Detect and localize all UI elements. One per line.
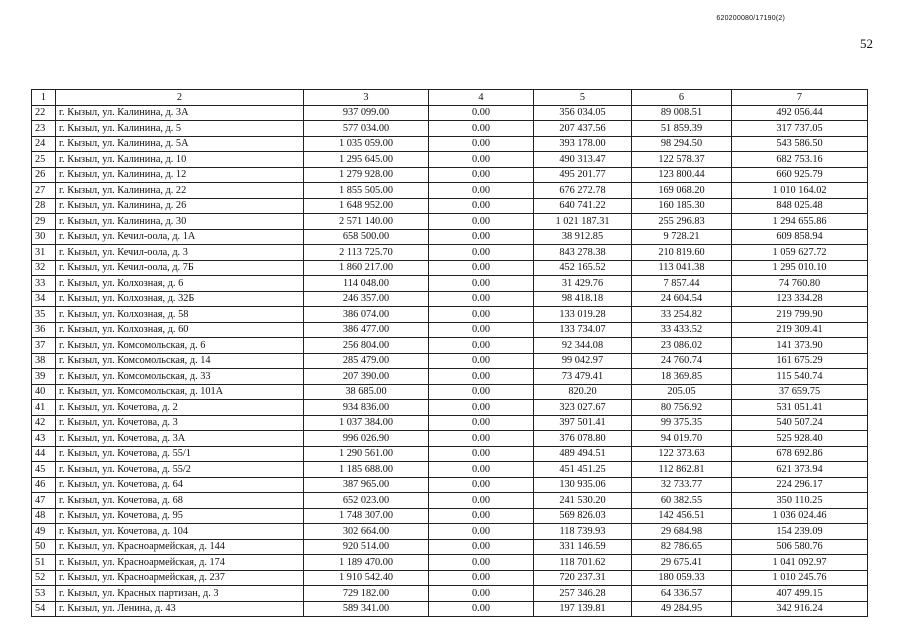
row-number-cell: 47 bbox=[32, 493, 56, 509]
amount-cell: 820.20 bbox=[534, 384, 632, 400]
amount-cell: 33 254.82 bbox=[632, 307, 732, 323]
table-body bbox=[32, 105, 868, 617]
amount-cell: 23 086.02 bbox=[632, 338, 732, 354]
amount-cell: 0.00 bbox=[429, 524, 534, 540]
amount-cell: 376 078.80 bbox=[534, 431, 632, 447]
amount-cell: 302 664.00 bbox=[304, 524, 429, 540]
row-number-cell: 40 bbox=[32, 384, 56, 400]
column-header: 1 bbox=[32, 90, 56, 106]
amount-cell: 393 178.00 bbox=[534, 136, 632, 152]
amount-cell: 1 185 688.00 bbox=[304, 462, 429, 478]
amount-cell: 397 501.41 bbox=[534, 415, 632, 431]
amount-cell: 118 739.93 bbox=[534, 524, 632, 540]
amount-cell: 490 313.47 bbox=[534, 152, 632, 168]
amount-cell: 133 734.07 bbox=[534, 322, 632, 338]
amount-cell: 937 099.00 bbox=[304, 105, 429, 121]
table-row bbox=[32, 183, 868, 199]
amount-cell: 660 925.79 bbox=[732, 167, 868, 183]
amount-cell: 241 530.20 bbox=[534, 493, 632, 509]
table-row bbox=[32, 198, 868, 214]
amount-cell: 569 826.03 bbox=[534, 508, 632, 524]
row-number-cell: 39 bbox=[32, 369, 56, 385]
table-row bbox=[32, 384, 868, 400]
amount-cell: 492 056.44 bbox=[732, 105, 868, 121]
amount-cell: 678 692.86 bbox=[732, 446, 868, 462]
amount-cell: 0.00 bbox=[429, 446, 534, 462]
row-number-cell: 27 bbox=[32, 183, 56, 199]
amount-cell: 0.00 bbox=[429, 415, 534, 431]
amount-cell: 0.00 bbox=[429, 136, 534, 152]
address-cell: г. Кызыл, ул. Кочетова, д. 55/1 bbox=[56, 446, 304, 462]
amount-cell: 0.00 bbox=[429, 477, 534, 493]
address-cell: г. Кызыл, ул. Комсомольская, д. 101А bbox=[56, 384, 304, 400]
amount-cell: 161 675.29 bbox=[732, 353, 868, 369]
table-row bbox=[32, 260, 868, 276]
amount-cell: 130 935.06 bbox=[534, 477, 632, 493]
amount-cell: 676 272.78 bbox=[534, 183, 632, 199]
table-row bbox=[32, 369, 868, 385]
address-cell: г. Кызыл, ул. Кочетова, д. 95 bbox=[56, 508, 304, 524]
amount-cell: 1 290 561.00 bbox=[304, 446, 429, 462]
row-number-cell: 28 bbox=[32, 198, 56, 214]
amount-cell: 1 295 010.10 bbox=[732, 260, 868, 276]
table-row bbox=[32, 415, 868, 431]
table-row bbox=[32, 353, 868, 369]
table-row bbox=[32, 524, 868, 540]
table-row bbox=[32, 586, 868, 602]
amount-cell: 64 336.57 bbox=[632, 586, 732, 602]
address-cell: г. Кызыл, ул. Кочетова, д. 3 bbox=[56, 415, 304, 431]
row-number-cell: 50 bbox=[32, 539, 56, 555]
amount-cell: 142 456.51 bbox=[632, 508, 732, 524]
amount-cell: 9 728.21 bbox=[632, 229, 732, 245]
amount-cell: 115 540.74 bbox=[732, 369, 868, 385]
row-number-cell: 24 bbox=[32, 136, 56, 152]
amount-cell: 658 500.00 bbox=[304, 229, 429, 245]
amount-cell: 0.00 bbox=[429, 183, 534, 199]
amount-cell: 0.00 bbox=[429, 384, 534, 400]
row-number-cell: 38 bbox=[32, 353, 56, 369]
amount-cell: 73 479.41 bbox=[534, 369, 632, 385]
address-cell: г. Кызыл, ул. Калинина, д. 22 bbox=[56, 183, 304, 199]
row-number-cell: 43 bbox=[32, 431, 56, 447]
table-row bbox=[32, 307, 868, 323]
amount-cell: 255 296.83 bbox=[632, 214, 732, 230]
amount-cell: 0.00 bbox=[429, 586, 534, 602]
row-number-cell: 34 bbox=[32, 291, 56, 307]
amount-cell: 506 580.76 bbox=[732, 539, 868, 555]
registry-table bbox=[31, 89, 868, 617]
amount-cell: 0.00 bbox=[429, 260, 534, 276]
amount-cell: 0.00 bbox=[429, 229, 534, 245]
amount-cell: 0.00 bbox=[429, 198, 534, 214]
amount-cell: 123 800.44 bbox=[632, 167, 732, 183]
address-cell: г. Кызыл, ул. Кочетова, д. 3А bbox=[56, 431, 304, 447]
table-row bbox=[32, 167, 868, 183]
address-cell: г. Кызыл, ул. Ленина, д. 43 bbox=[56, 601, 304, 617]
amount-cell: 89 008.51 bbox=[632, 105, 732, 121]
row-number-cell: 49 bbox=[32, 524, 56, 540]
address-cell: г. Кызыл, ул. Кочетова, д. 64 bbox=[56, 477, 304, 493]
amount-cell: 74 760.80 bbox=[732, 276, 868, 292]
row-number-cell: 25 bbox=[32, 152, 56, 168]
amount-cell: 160 185.30 bbox=[632, 198, 732, 214]
column-header: 7 bbox=[732, 90, 868, 106]
address-cell: г. Кызыл, ул. Калинина, д. 5А bbox=[56, 136, 304, 152]
amount-cell: 843 278.38 bbox=[534, 245, 632, 261]
amount-cell: 207 437.56 bbox=[534, 121, 632, 137]
amount-cell: 31 429.76 bbox=[534, 276, 632, 292]
amount-cell: 219 799.90 bbox=[732, 307, 868, 323]
amount-cell: 257 346.28 bbox=[534, 586, 632, 602]
amount-cell: 114 048.00 bbox=[304, 276, 429, 292]
address-cell: г. Кызыл, ул. Калинина, д. 10 bbox=[56, 152, 304, 168]
address-cell: г. Кызыл, ул. Калинина, д. 30 bbox=[56, 214, 304, 230]
table-row bbox=[32, 493, 868, 509]
address-cell: г. Кызыл, ул. Кочетова, д. 104 bbox=[56, 524, 304, 540]
amount-cell: 0.00 bbox=[429, 167, 534, 183]
amount-cell: 210 819.60 bbox=[632, 245, 732, 261]
address-cell: г. Кызыл, ул. Кечил-оола, д. 3 bbox=[56, 245, 304, 261]
amount-cell: 652 023.00 bbox=[304, 493, 429, 509]
amount-cell: 0.00 bbox=[429, 291, 534, 307]
amount-cell: 205.05 bbox=[632, 384, 732, 400]
amount-cell: 1 748 307.00 bbox=[304, 508, 429, 524]
amount-cell: 2 113 725.70 bbox=[304, 245, 429, 261]
amount-cell: 342 916.24 bbox=[732, 601, 868, 617]
amount-cell: 1 021 187.31 bbox=[534, 214, 632, 230]
amount-cell: 38 912.85 bbox=[534, 229, 632, 245]
address-cell: г. Кызыл, ул. Красных партизан, д. 3 bbox=[56, 586, 304, 602]
address-cell: г. Кызыл, ул. Красноармейская, д. 144 bbox=[56, 539, 304, 555]
amount-cell: 682 753.16 bbox=[732, 152, 868, 168]
table-row bbox=[32, 400, 868, 416]
table-row bbox=[32, 121, 868, 137]
amount-cell: 1 037 384.00 bbox=[304, 415, 429, 431]
amount-cell: 848 025.48 bbox=[732, 198, 868, 214]
amount-cell: 80 756.92 bbox=[632, 400, 732, 416]
amount-cell: 621 373.94 bbox=[732, 462, 868, 478]
row-number-cell: 31 bbox=[32, 245, 56, 261]
address-cell: г. Кызыл, ул. Калинина, д. 26 bbox=[56, 198, 304, 214]
amount-cell: 99 375.35 bbox=[632, 415, 732, 431]
amount-cell: 98 418.18 bbox=[534, 291, 632, 307]
table-row bbox=[32, 446, 868, 462]
row-number-cell: 37 bbox=[32, 338, 56, 354]
amount-cell: 1 189 470.00 bbox=[304, 555, 429, 571]
address-cell: г. Кызыл, ул. Колхозная, д. 32Б bbox=[56, 291, 304, 307]
amount-cell: 49 284.95 bbox=[632, 601, 732, 617]
address-cell: г. Кызыл, ул. Красноармейская, д. 174 bbox=[56, 555, 304, 571]
amount-cell: 331 146.59 bbox=[534, 539, 632, 555]
amount-cell: 92 344.08 bbox=[534, 338, 632, 354]
amount-cell: 489 494.51 bbox=[534, 446, 632, 462]
amount-cell: 996 026.90 bbox=[304, 431, 429, 447]
amount-cell: 24 604.54 bbox=[632, 291, 732, 307]
amount-cell: 0.00 bbox=[429, 539, 534, 555]
amount-cell: 0.00 bbox=[429, 493, 534, 509]
table-row bbox=[32, 276, 868, 292]
row-number-cell: 23 bbox=[32, 121, 56, 137]
amount-cell: 51 859.39 bbox=[632, 121, 732, 137]
amount-cell: 113 041.38 bbox=[632, 260, 732, 276]
amount-cell: 0.00 bbox=[429, 105, 534, 121]
amount-cell: 1 860 217.00 bbox=[304, 260, 429, 276]
amount-cell: 0.00 bbox=[429, 214, 534, 230]
row-number-cell: 44 bbox=[32, 446, 56, 462]
amount-cell: 495 201.77 bbox=[534, 167, 632, 183]
row-number-cell: 30 bbox=[32, 229, 56, 245]
table-row bbox=[32, 477, 868, 493]
amount-cell: 386 074.00 bbox=[304, 307, 429, 323]
amount-cell: 94 019.70 bbox=[632, 431, 732, 447]
table-row bbox=[32, 245, 868, 261]
row-number-cell: 51 bbox=[32, 555, 56, 571]
amount-cell: 1 059 627.72 bbox=[732, 245, 868, 261]
amount-cell: 224 296.17 bbox=[732, 477, 868, 493]
address-cell: г. Кызыл, ул. Колхозная, д. 58 bbox=[56, 307, 304, 323]
amount-cell: 640 741.22 bbox=[534, 198, 632, 214]
amount-cell: 0.00 bbox=[429, 152, 534, 168]
address-cell: г. Кызыл, ул. Комсомольская, д. 33 bbox=[56, 369, 304, 385]
table-row bbox=[32, 462, 868, 478]
row-number-cell: 53 bbox=[32, 586, 56, 602]
amount-cell: 0.00 bbox=[429, 570, 534, 586]
row-number-cell: 22 bbox=[32, 105, 56, 121]
address-cell: г. Кызыл, ул. Кочетова, д. 2 bbox=[56, 400, 304, 416]
amount-cell: 1 035 059.00 bbox=[304, 136, 429, 152]
amount-cell: 29 675.41 bbox=[632, 555, 732, 571]
amount-cell: 0.00 bbox=[429, 431, 534, 447]
column-header: 3 bbox=[304, 90, 429, 106]
amount-cell: 0.00 bbox=[429, 338, 534, 354]
amount-cell: 1 279 928.00 bbox=[304, 167, 429, 183]
address-cell: г. Кызыл, ул. Кочетова, д. 55/2 bbox=[56, 462, 304, 478]
table-row bbox=[32, 291, 868, 307]
amount-cell: 451 451.25 bbox=[534, 462, 632, 478]
amount-cell: 180 059.33 bbox=[632, 570, 732, 586]
address-cell: г. Кызыл, ул. Кечил-оола, д. 1А bbox=[56, 229, 304, 245]
table-row bbox=[32, 322, 868, 338]
address-cell: г. Кызыл, ул. Кочетова, д. 68 bbox=[56, 493, 304, 509]
amount-cell: 920 514.00 bbox=[304, 539, 429, 555]
amount-cell: 1 855 505.00 bbox=[304, 183, 429, 199]
amount-cell: 0.00 bbox=[429, 353, 534, 369]
amount-cell: 0.00 bbox=[429, 245, 534, 261]
amount-cell: 577 034.00 bbox=[304, 121, 429, 137]
amount-cell: 18 369.85 bbox=[632, 369, 732, 385]
amount-cell: 29 684.98 bbox=[632, 524, 732, 540]
amount-cell: 38 685.00 bbox=[304, 384, 429, 400]
amount-cell: 540 507.24 bbox=[732, 415, 868, 431]
address-cell: г. Кызыл, ул. Калинина, д. 5 bbox=[56, 121, 304, 137]
amount-cell: 2 571 140.00 bbox=[304, 214, 429, 230]
amount-cell: 122 578.37 bbox=[632, 152, 732, 168]
amount-cell: 543 586.50 bbox=[732, 136, 868, 152]
amount-cell: 0.00 bbox=[429, 462, 534, 478]
column-header: 6 bbox=[632, 90, 732, 106]
amount-cell: 207 390.00 bbox=[304, 369, 429, 385]
amount-cell: 589 341.00 bbox=[304, 601, 429, 617]
row-number-cell: 46 bbox=[32, 477, 56, 493]
address-cell: г. Кызыл, ул. Комсомольская, д. 6 bbox=[56, 338, 304, 354]
table-row bbox=[32, 539, 868, 555]
amount-cell: 1 648 952.00 bbox=[304, 198, 429, 214]
amount-cell: 1 910 542.40 bbox=[304, 570, 429, 586]
amount-cell: 33 433.52 bbox=[632, 322, 732, 338]
amount-cell: 99 042.97 bbox=[534, 353, 632, 369]
amount-cell: 0.00 bbox=[429, 322, 534, 338]
address-cell: г. Кызыл, ул. Красноармейская, д. 237 bbox=[56, 570, 304, 586]
amount-cell: 60 382.55 bbox=[632, 493, 732, 509]
column-header: 5 bbox=[534, 90, 632, 106]
amount-cell: 24 760.74 bbox=[632, 353, 732, 369]
document-code: 620200080/17190(2) bbox=[716, 15, 785, 22]
amount-cell: 246 357.00 bbox=[304, 291, 429, 307]
amount-cell: 323 027.67 bbox=[534, 400, 632, 416]
address-cell: г. Кызыл, ул. Колхозная, д. 6 bbox=[56, 276, 304, 292]
amount-cell: 1 041 092.97 bbox=[732, 555, 868, 571]
row-number-cell: 48 bbox=[32, 508, 56, 524]
page-number: 52 bbox=[860, 36, 873, 51]
amount-cell: 1 295 645.00 bbox=[304, 152, 429, 168]
table-row bbox=[32, 214, 868, 230]
amount-cell: 154 239.09 bbox=[732, 524, 868, 540]
amount-cell: 133 019.28 bbox=[534, 307, 632, 323]
amount-cell: 1 036 024.46 bbox=[732, 508, 868, 524]
amount-cell: 32 733.77 bbox=[632, 477, 732, 493]
amount-cell: 1 294 655.86 bbox=[732, 214, 868, 230]
amount-cell: 525 928.40 bbox=[732, 431, 868, 447]
amount-cell: 0.00 bbox=[429, 508, 534, 524]
amount-cell: 169 068.20 bbox=[632, 183, 732, 199]
amount-cell: 407 499.15 bbox=[732, 586, 868, 602]
amount-cell: 256 804.00 bbox=[304, 338, 429, 354]
amount-cell: 720 237.31 bbox=[534, 570, 632, 586]
row-number-cell: 41 bbox=[32, 400, 56, 416]
amount-cell: 37 659.75 bbox=[732, 384, 868, 400]
row-number-cell: 33 bbox=[32, 276, 56, 292]
amount-cell: 356 034.05 bbox=[534, 105, 632, 121]
table-row bbox=[32, 152, 868, 168]
row-number-cell: 32 bbox=[32, 260, 56, 276]
amount-cell: 350 110.25 bbox=[732, 493, 868, 509]
amount-cell: 1 010 164.02 bbox=[732, 183, 868, 199]
amount-cell: 386 477.00 bbox=[304, 322, 429, 338]
amount-cell: 0.00 bbox=[429, 601, 534, 617]
column-header: 4 bbox=[429, 90, 534, 106]
row-number-cell: 45 bbox=[32, 462, 56, 478]
amount-cell: 531 051.41 bbox=[732, 400, 868, 416]
table-row bbox=[32, 555, 868, 571]
amount-cell: 609 858.94 bbox=[732, 229, 868, 245]
table-row bbox=[32, 338, 868, 354]
column-header: 2 bbox=[56, 90, 304, 106]
row-number-cell: 52 bbox=[32, 570, 56, 586]
amount-cell: 934 836.00 bbox=[304, 400, 429, 416]
table-row bbox=[32, 601, 868, 617]
amount-cell: 0.00 bbox=[429, 307, 534, 323]
table-row bbox=[32, 570, 868, 586]
amount-cell: 112 862.81 bbox=[632, 462, 732, 478]
row-number-cell: 36 bbox=[32, 322, 56, 338]
address-cell: г. Кызыл, ул. Кечил-оола, д. 7Б bbox=[56, 260, 304, 276]
amount-cell: 285 479.00 bbox=[304, 353, 429, 369]
address-cell: г. Кызыл, ул. Калинина, д. 3А bbox=[56, 105, 304, 121]
amount-cell: 123 334.28 bbox=[732, 291, 868, 307]
row-number-cell: 35 bbox=[32, 307, 56, 323]
amount-cell: 729 182.00 bbox=[304, 586, 429, 602]
amount-cell: 7 857.44 bbox=[632, 276, 732, 292]
table-row bbox=[32, 229, 868, 245]
amount-cell: 387 965.00 bbox=[304, 477, 429, 493]
table-row bbox=[32, 136, 868, 152]
amount-cell: 1 010 245.76 bbox=[732, 570, 868, 586]
table-row bbox=[32, 508, 868, 524]
amount-cell: 118 701.62 bbox=[534, 555, 632, 571]
amount-cell: 219 309.41 bbox=[732, 322, 868, 338]
amount-cell: 0.00 bbox=[429, 276, 534, 292]
table-row bbox=[32, 105, 868, 121]
row-number-cell: 29 bbox=[32, 214, 56, 230]
amount-cell: 98 294.50 bbox=[632, 136, 732, 152]
amount-cell: 0.00 bbox=[429, 400, 534, 416]
table-row bbox=[32, 431, 868, 447]
amount-cell: 122 373.63 bbox=[632, 446, 732, 462]
row-number-cell: 42 bbox=[32, 415, 56, 431]
amount-cell: 0.00 bbox=[429, 121, 534, 137]
amount-cell: 452 165.52 bbox=[534, 260, 632, 276]
address-cell: г. Кызыл, ул. Калинина, д. 12 bbox=[56, 167, 304, 183]
row-number-cell: 26 bbox=[32, 167, 56, 183]
amount-cell: 0.00 bbox=[429, 369, 534, 385]
amount-cell: 141 373.90 bbox=[732, 338, 868, 354]
address-cell: г. Кызыл, ул. Комсомольская, д. 14 bbox=[56, 353, 304, 369]
column-number-header-row bbox=[32, 90, 868, 106]
amount-cell: 0.00 bbox=[429, 555, 534, 571]
amount-cell: 317 737.05 bbox=[732, 121, 868, 137]
row-number-cell: 54 bbox=[32, 601, 56, 617]
amount-cell: 197 139.81 bbox=[534, 601, 632, 617]
amount-cell: 82 786.65 bbox=[632, 539, 732, 555]
address-cell: г. Кызыл, ул. Колхозная, д. 60 bbox=[56, 322, 304, 338]
